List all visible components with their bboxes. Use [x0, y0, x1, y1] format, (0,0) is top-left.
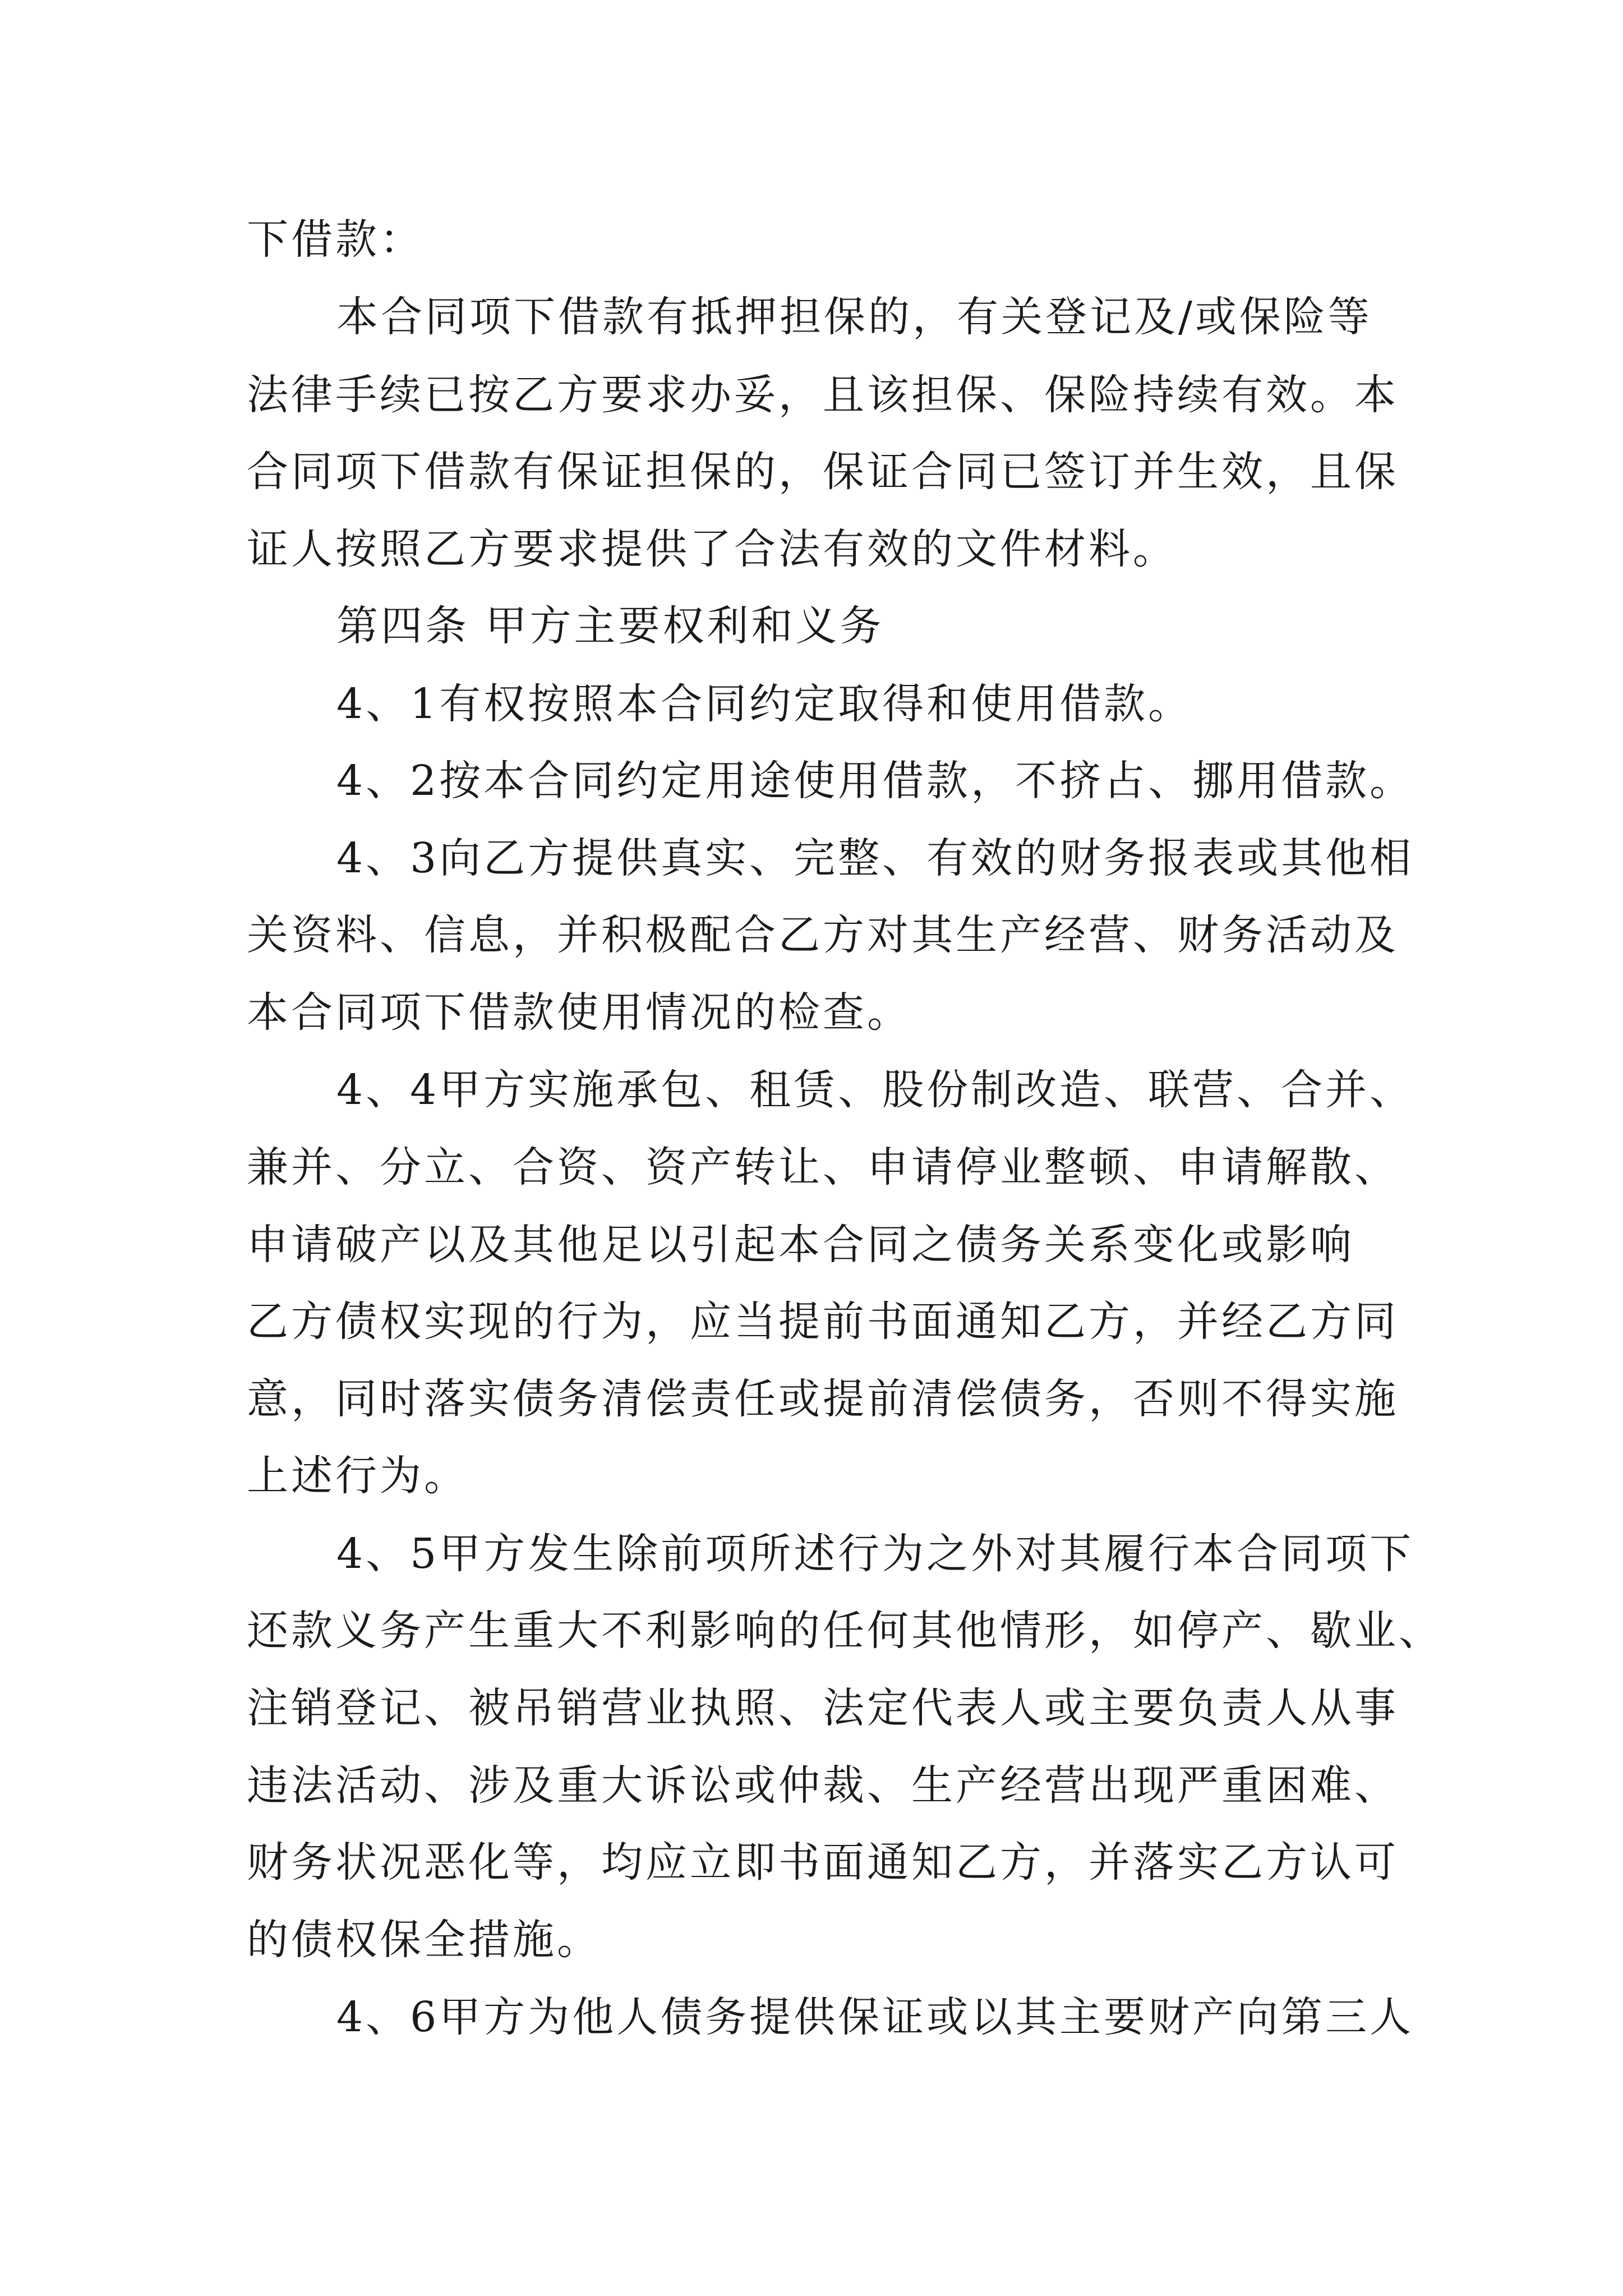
text-line: 的债权保全措施。: [247, 1916, 601, 1964]
text-line: 本合同项下借款使用情况的检查。: [247, 988, 911, 1037]
text-line: 财务状况恶化等，均应立即书面通知乙方，并落实乙方认可: [247, 1838, 1399, 1887]
text-line: 违法活动、涉及重大诉讼或仲裁、生产经营出现严重困难、: [247, 1761, 1399, 1810]
paragraph-start-line: 本合同项下借款有抵押担保的，有关登记及/或保险等: [336, 293, 1372, 341]
text-line: 法律手续已按乙方要求办妥，且该担保、保险持续有效。本: [247, 371, 1399, 419]
text-line: 注销登记、被吊销营业执照、法定代表人或主要负责人从事: [247, 1684, 1399, 1732]
text-line: 证人按照乙方要求提供了合法有效的文件材料。: [247, 525, 1177, 573]
clause-4-6: 4、6甲方为他人债务提供保证或以其主要财产向第三人: [336, 1993, 1414, 2041]
section-heading: 第四条 甲方主要权利和义务: [336, 602, 884, 650]
text-line: 下借款：: [247, 215, 424, 264]
clause-4-4: 4、4甲方实施承包、租赁、股份制改造、联营、合并、: [336, 1066, 1414, 1114]
text-line: 关资料、信息，并积极配合乙方对其生产经营、财务活动及: [247, 911, 1399, 959]
text-line: 还款义务产生重大不利影响的任何其他情形，如停产、歇业、: [247, 1607, 1443, 1655]
clause-4-5: 4、5甲方发生除前项所述行为之外对其履行本合同项下: [336, 1530, 1414, 1578]
clause-4-2: 4、2按本合同约定用途使用借款，不挤占、挪用借款。: [336, 757, 1414, 805]
text-line: 合同项下借款有保证担保的，保证合同已签订并生效，且保: [247, 448, 1399, 496]
text-line: 意，同时落实债务清偿责任或提前清偿债务，否则不得实施: [247, 1375, 1399, 1423]
clause-4-1: 4、1有权按照本合同约定取得和使用借款。: [336, 680, 1193, 728]
text-line: 兼并、分立、合资、资产转让、申请停业整顿、申请解散、: [247, 1143, 1399, 1191]
text-line: 上述行为。: [247, 1452, 468, 1500]
clause-4-3: 4、3向乙方提供真实、完整、有效的财务报表或其他相: [336, 834, 1414, 882]
text-line: 乙方债权实现的行为，应当提前书面通知乙方，并经乙方同: [247, 1297, 1399, 1346]
text-line: 申请破产以及其他足以引起本合同之债务关系变化或影响: [247, 1221, 1354, 1269]
